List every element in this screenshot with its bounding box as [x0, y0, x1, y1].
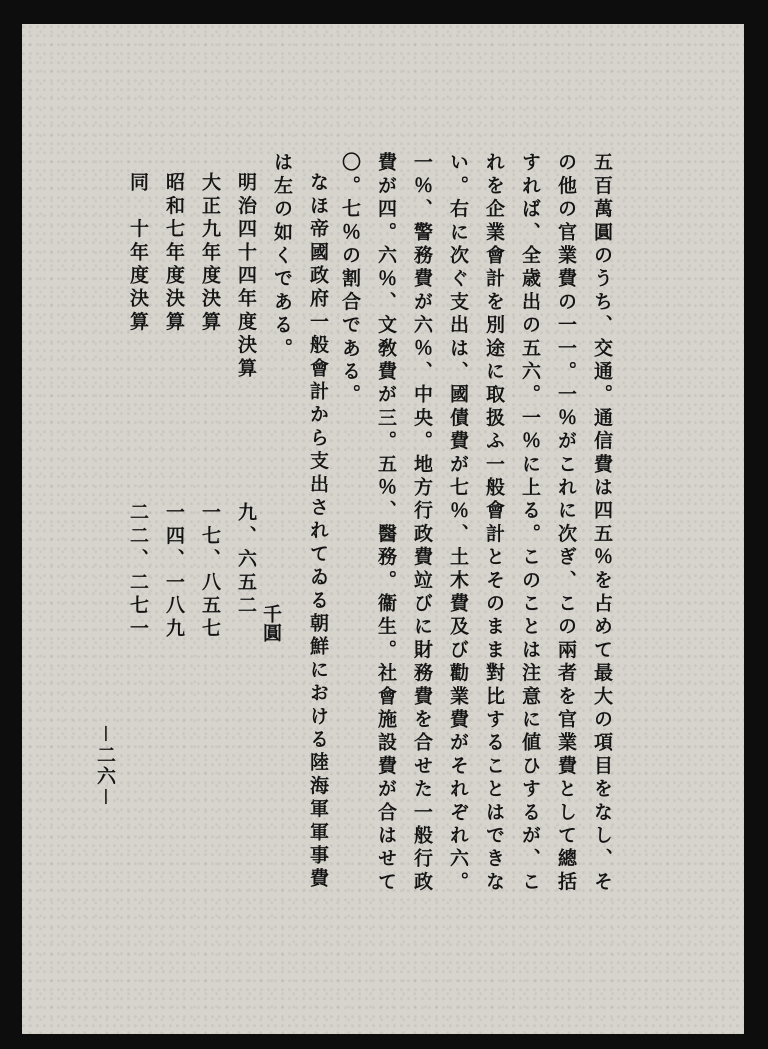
page-number: －二六－ [94, 724, 116, 809]
body-line: れを企業會計を別途に取扱ふ一般會計とそのまま對比することはできな [483, 152, 505, 895]
body-line: すれば、全歳出の五六。一％に上る。このことは注意に値ひするが、こ [519, 152, 541, 895]
body-line: 一％、警務費が六％、中央。地方行政費竝びに財務費を合せた一般行政 [411, 152, 433, 895]
table-row-value: 二二、二七一 [127, 502, 149, 642]
body-line: 五百萬圓のうち、交通。通信費は四五％を占めて最大の項目をなし、そ [591, 152, 613, 895]
table-unit: 千圓 [260, 604, 282, 642]
table-row-value: 九、六五二 [235, 502, 257, 618]
table-row-value: 一四、一八九 [163, 502, 185, 642]
body-line: い。右に次ぐ支出は、國債費が七％、土木費及び勸業費がそれぞれ六。 [447, 152, 469, 895]
military-paragraph-line: なほ帝國政府一般會計から支出されてゐる朝鮮における陸海軍軍事費 [307, 172, 329, 892]
body-line: 〇。七％の割合である。 [339, 152, 361, 408]
table-row-label: 昭和七年度決算 [163, 172, 185, 335]
table-row-value: 一七、八五七 [199, 502, 221, 642]
scanned-page [22, 24, 744, 1034]
military-paragraph-line: は左の如くである。 [271, 152, 293, 361]
table-row-label: 明治四十四年度決算 [235, 172, 257, 381]
body-line: 費が四。六％、文敎費が三。五％、醫務。衞生。社會施設費が合はせて [375, 152, 397, 895]
body-line: の他の官業費の一一。一％がこれに次ぎ、この兩者を官業費として總括 [555, 152, 577, 895]
table-row-label: 同 十年度決算 [127, 172, 149, 335]
table-row-label: 大正九年度決算 [199, 172, 221, 335]
